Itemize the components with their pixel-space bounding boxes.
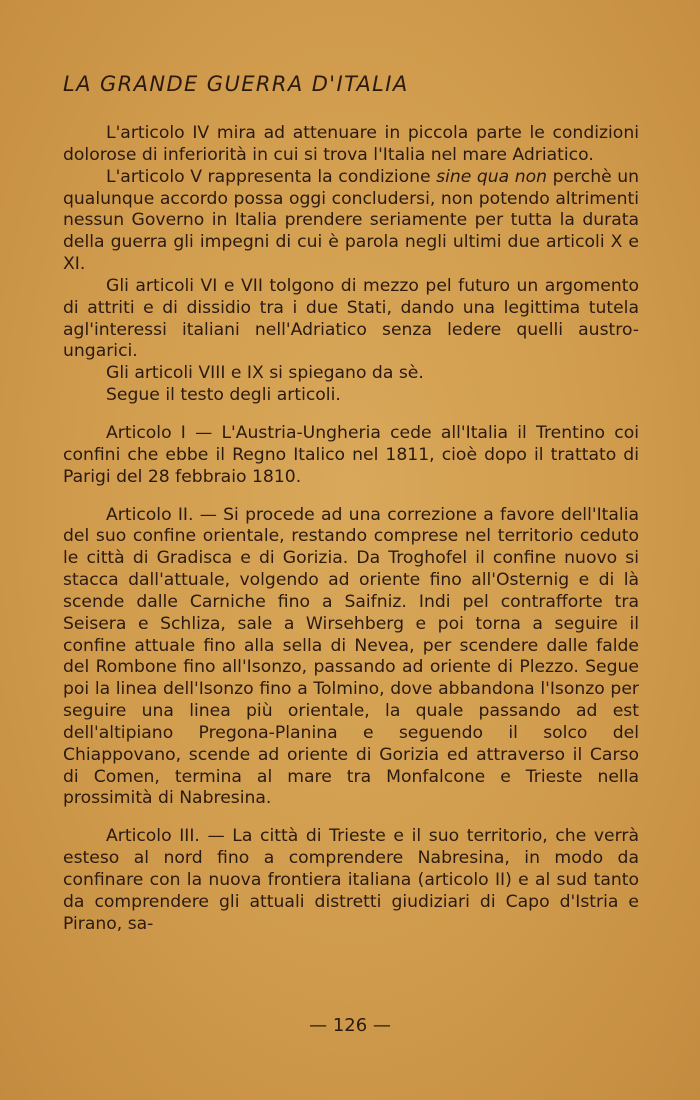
running-head: LA GRANDE GUERRA D'ITALIA: [63, 72, 409, 96]
paragraph-articoli-vi-vii: Gli articoli VI e VII tolgono di mezzo pel futuro un argomento di attriti e di dissidio tra i due Stati, dando una legittima tutela agl'interessi italiani nell'Adriatico senza ledere quelli austro-ungarici.: [63, 275, 639, 362]
paragraph-article-2: Articolo II. — Si procede ad una correzione a favore dell'Italia del suo confine orientale, restando comprese nel territorio ceduto le città di Gradisca e di Gorizia. Da Troghofel il confine nuovo si stacca dall'attuale, volgendo ad oriente fino all'Osternig e di là scende dalle Carniche fino a Saifniz. Indi pel contrafforte tra Seisera e Schliza, sale a Wirsehberg e poi torna a seguire il confine attuale fino alla sella di Nevea, per scendere dalle falde del Rombone fino all'Isonzo, passando ad oriente di Plezzo. Segue poi la linea dell'Isonzo fino a Tolmino, dove abbandona l'Isonzo per seguire una linea più orientale, la quale passando ad est dell'altipiano Pregona-Planina e seguendo il solco del Chiappovano, scende ad oriente di Gorizia ed attraverso il Carso di Comen, termina al mare tra Monfalcone e Trieste nella prossimità di Nabresina.: [63, 504, 639, 809]
body-text: [63, 123, 639, 936]
paragraph-articoli-viii-ix: Gli articoli VIII e IX si spiegano da sè.: [106, 363, 424, 384]
paragraph-segue-testo: Segue il testo degli articoli.: [106, 385, 341, 406]
latin-phrase: sine qua non: [436, 166, 548, 187]
paragraph-articolo-v: L'articolo V rappresenta la condizione sine qua non perchè un qualunque accordo possa oggi concludersi, non potendo altrimenti nessun Governo in Italia prendere seriamente per tutta la durata della guerra gli impegni di cui è parola negli ultimi due articoli X e XI.: [63, 166, 639, 275]
paragraph-article-1: Articolo I — L'Austria-Ungheria cede all'Italia il Trentino coi confini che ebbe il Regno Italico nel 1811, cioè dopo il trattato di Parigi del 28 febbraio 1810.: [63, 422, 639, 487]
paragraph-article-3: Articolo III. — La città di Trieste e il suo territorio, che verrà esteso al nord fino a comprendere Nabresina, in modo da confinare con la nuova frontiera italiana (articolo II) e al sud tanto da comprendere gli attuali distretti giudiziari di Capo d'Istria e Pirano, sa-: [63, 826, 639, 934]
page-number: — 126 —: [309, 1015, 391, 1036]
book-page: [63, 70, 639, 936]
paragraph-articolo-iv: L'articolo IV mira ad attenuare in piccola parte le condizioni dolorose di inferiorità in cui si trova l'Italia nel mare Adriatico.: [63, 123, 639, 165]
